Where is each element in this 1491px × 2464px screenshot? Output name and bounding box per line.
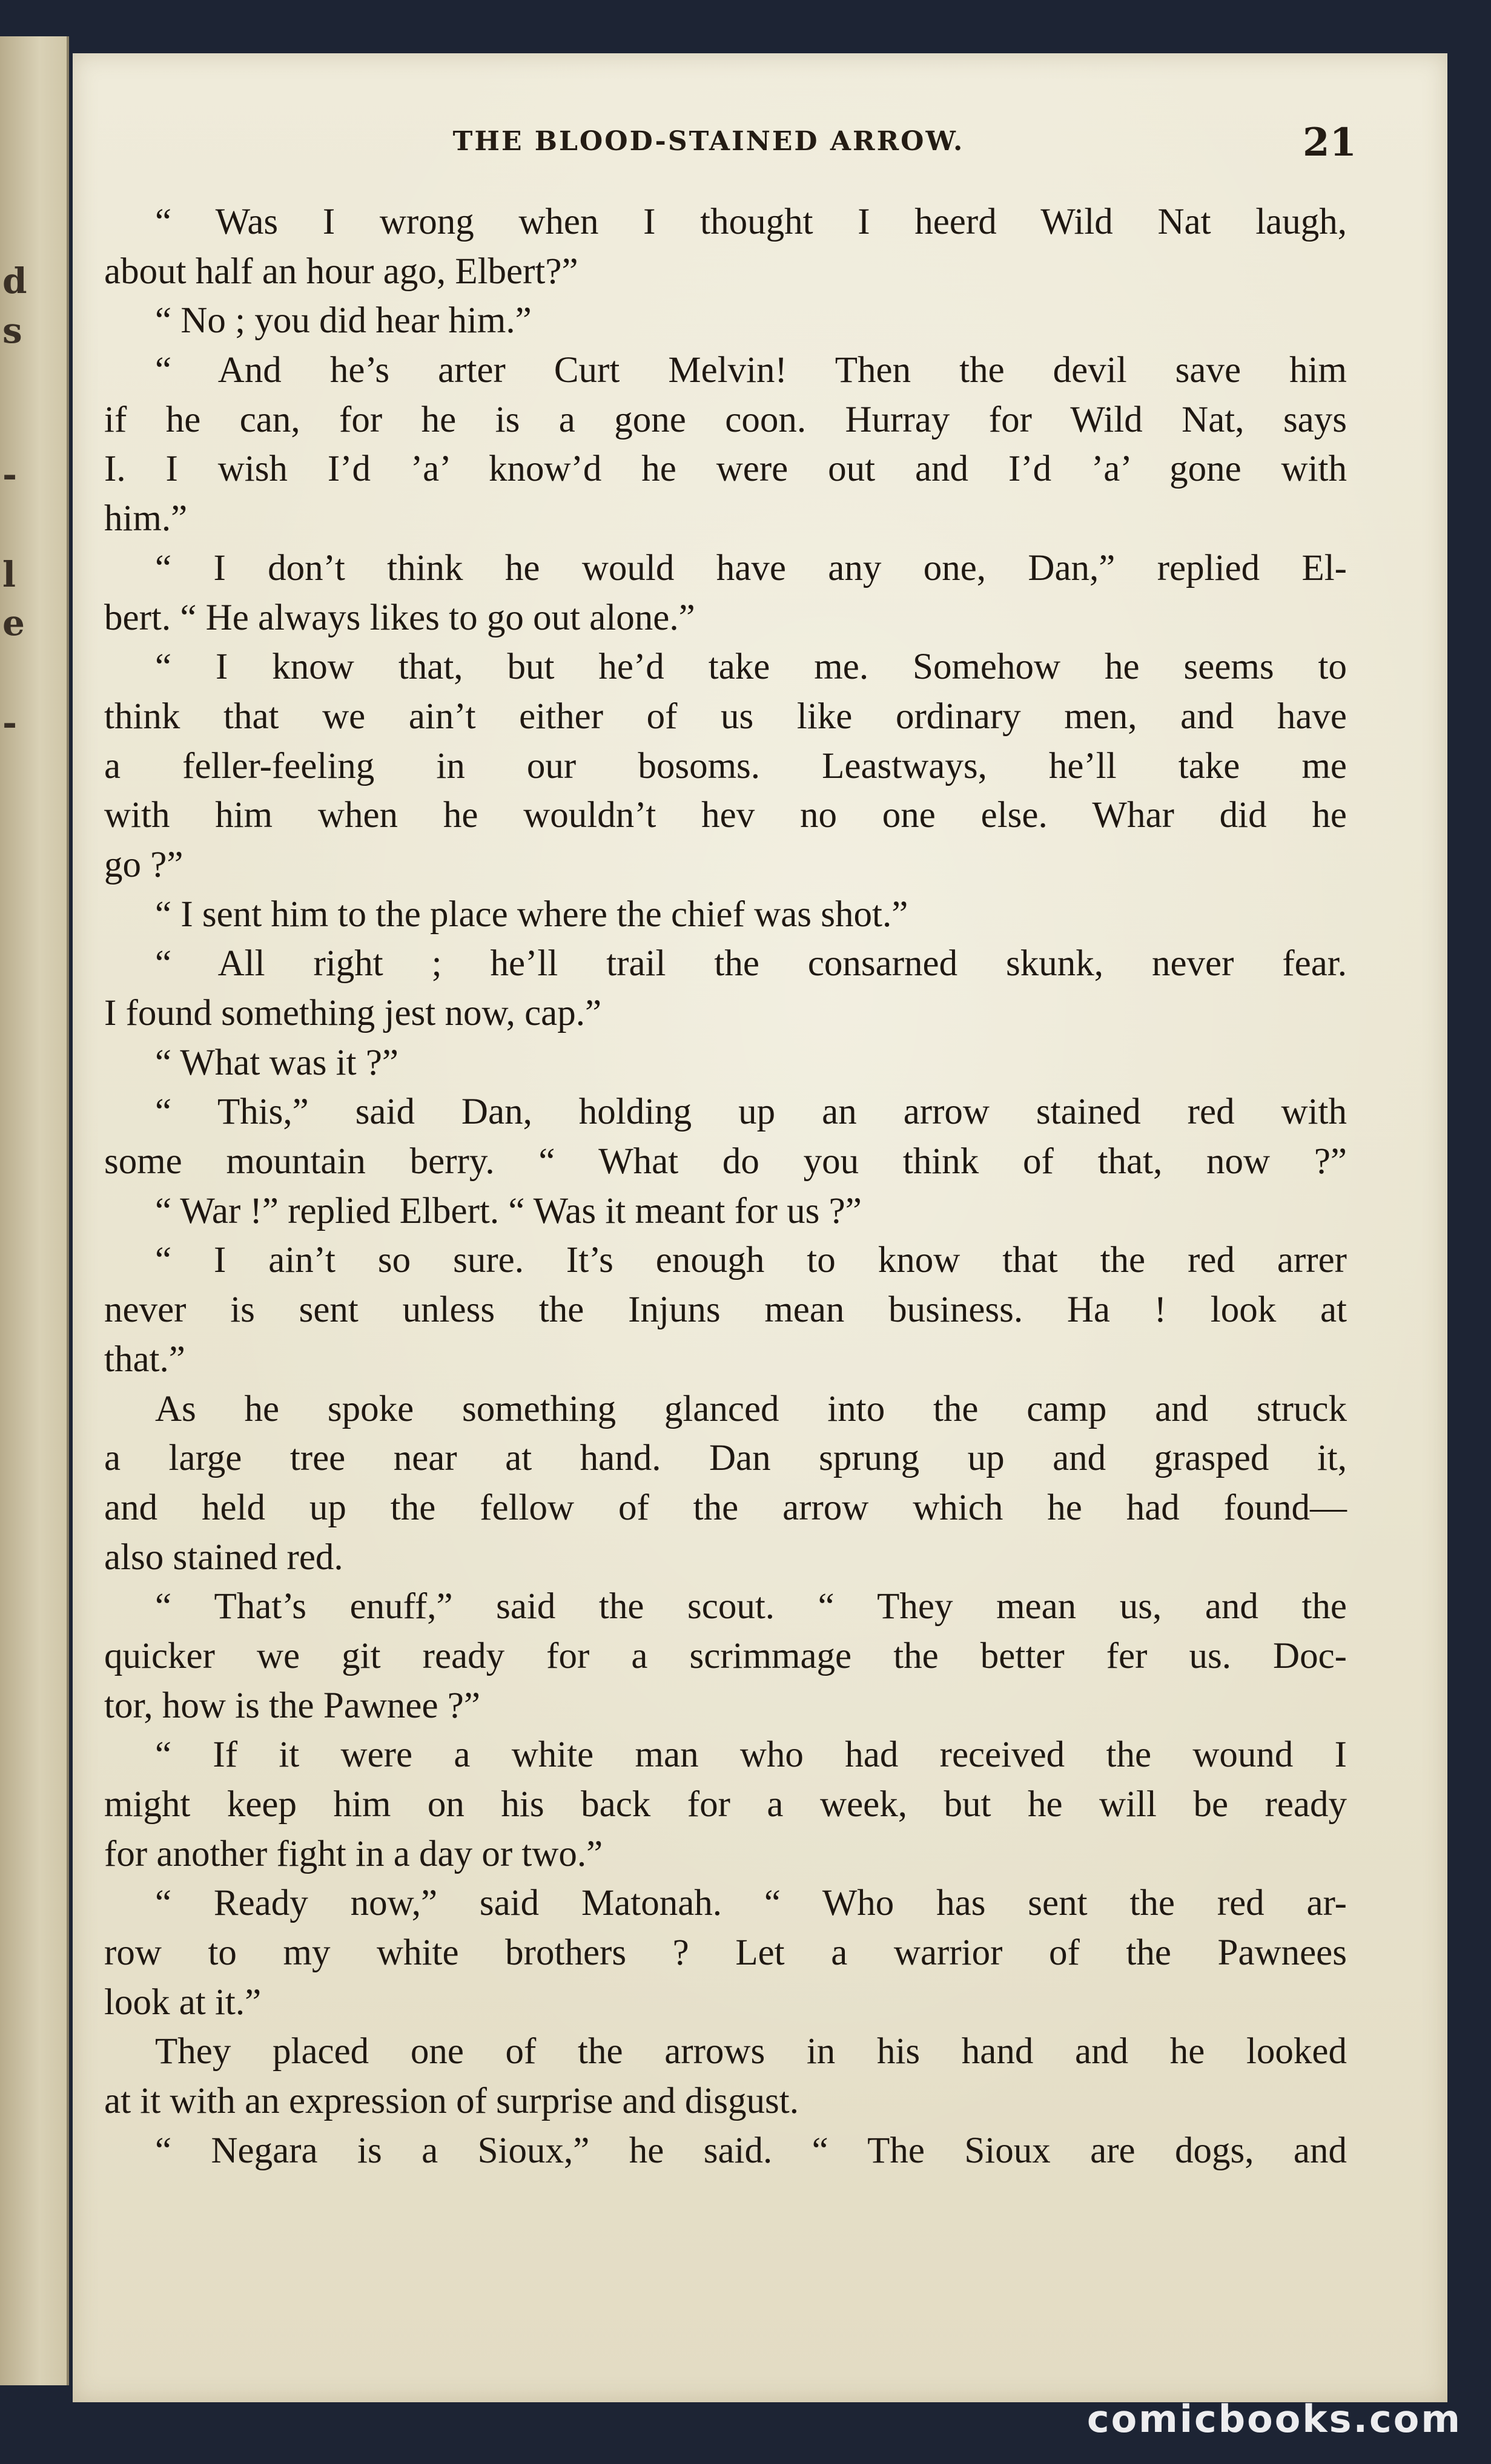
text-line: for another fight in a day or two.” bbox=[104, 1833, 603, 1874]
text-line: “ Negara is a Sioux,” he said. “ The Sioux are dogs, and bbox=[155, 2130, 1347, 2171]
margin-fragment: - bbox=[2, 454, 18, 495]
text-line: at it with an expression of surprise and disgust. bbox=[104, 2081, 799, 2122]
text-line: him.” bbox=[104, 498, 188, 539]
text-line: with him when he wouldn’t hev no one else. Whar did he bbox=[104, 795, 1347, 836]
text-line: bert. “ He always likes to go out alone.” bbox=[104, 597, 695, 638]
text-line: “ I don’t think he would have any one, Dan,” replied El- bbox=[155, 547, 1347, 588]
text-line: if he can, for he is a gone coon. Hurray for Wild Nat, says bbox=[104, 399, 1347, 440]
margin-fragment: l bbox=[2, 554, 16, 595]
text-line: “ This,” said Dan, holding up an arrow stained red with bbox=[155, 1092, 1347, 1133]
text-line: look at it.” bbox=[104, 1981, 262, 2023]
text-line: “ And he’s arter Curt Melvin! Then the devil save him bbox=[155, 350, 1347, 391]
text-line: that.” bbox=[104, 1339, 185, 1380]
margin-fragment: s bbox=[2, 310, 22, 351]
text-line: They placed one of the arrows in his hand and he looked bbox=[155, 2031, 1347, 2072]
text-line: row to my white brothers ? Let a warrior of the Pawnees bbox=[104, 1932, 1347, 1974]
text-line: “ War !” replied Elbert. “ Was it meant for us ?” bbox=[155, 1190, 862, 1231]
text-line: a feller-feeling in our bosoms. Leastways, he’ll take me bbox=[104, 745, 1347, 786]
text-line: “ If it were a white man who had received the wound I bbox=[155, 1734, 1347, 1776]
text-line: I. I wish I’d ’a’ know’d he were out and I’d ’a’ gone with bbox=[104, 449, 1347, 490]
text-line: quicker we git ready for a scrimmage the better fer us. Doc- bbox=[104, 1635, 1347, 1676]
body-text bbox=[104, 197, 1347, 2176]
text-line: and held up the fellow of the arrow which he had found— bbox=[104, 1487, 1347, 1528]
text-line: some mountain berry. “ What do you think of that, now ?” bbox=[104, 1141, 1347, 1182]
text-line: a large tree near at hand. Dan sprung up and grasped it, bbox=[104, 1438, 1347, 1479]
text-line: “ That’s enuff,” said the scout. “ They mean us, and the bbox=[155, 1586, 1347, 1627]
text-line: “ All right ; he’ll trail the consarned skunk, never fear. bbox=[155, 943, 1347, 984]
text-line: “ What was it ?” bbox=[155, 1042, 398, 1083]
facing-page-edge bbox=[0, 36, 69, 2385]
text-line: go ?” bbox=[104, 844, 183, 885]
watermark: comicbooks.com bbox=[1086, 2397, 1462, 2441]
running-head bbox=[157, 120, 1357, 174]
margin-fragment: d bbox=[2, 260, 27, 301]
margin-fragment: e bbox=[2, 602, 25, 644]
text-line: never is sent unless the Injuns mean business. Ha ! look at bbox=[104, 1290, 1347, 1331]
text-line: “ Was I wrong when I thought I heerd Wild Nat laugh, bbox=[155, 202, 1347, 242]
text-line: “ I ain’t so sure. It’s enough to know that the red arrer bbox=[155, 1240, 1347, 1281]
text-line: about half an hour ago, Elbert?” bbox=[104, 251, 578, 292]
text-line: I found something jest now, cap.” bbox=[104, 993, 602, 1033]
text-line: “ Ready now,” said Matonah. “ Who has sent the red ar- bbox=[155, 1883, 1347, 1924]
margin-fragment: - bbox=[2, 702, 18, 743]
page-number: 21 bbox=[1302, 120, 1357, 165]
text-line: tor, how is the Pawnee ?” bbox=[104, 1685, 480, 1726]
running-title: THE BLOOD-STAINED ARROW. bbox=[452, 126, 965, 157]
book-page bbox=[73, 53, 1447, 2402]
text-line: As he spoke something glanced into the camp and struck bbox=[155, 1388, 1347, 1429]
text-line: think that we ain’t either of us like ordinary men, and have bbox=[104, 696, 1347, 737]
text-line: “ No ; you did hear him.” bbox=[155, 300, 532, 341]
text-line: might keep him on his back for a week, but he will be ready bbox=[104, 1784, 1347, 1825]
text-line: “ I know that, but he’d take me. Somehow he seems to bbox=[155, 647, 1347, 688]
text-line: “ I sent him to the place where the chief was shot.” bbox=[155, 894, 908, 935]
text-line: also stained red. bbox=[104, 1537, 343, 1578]
